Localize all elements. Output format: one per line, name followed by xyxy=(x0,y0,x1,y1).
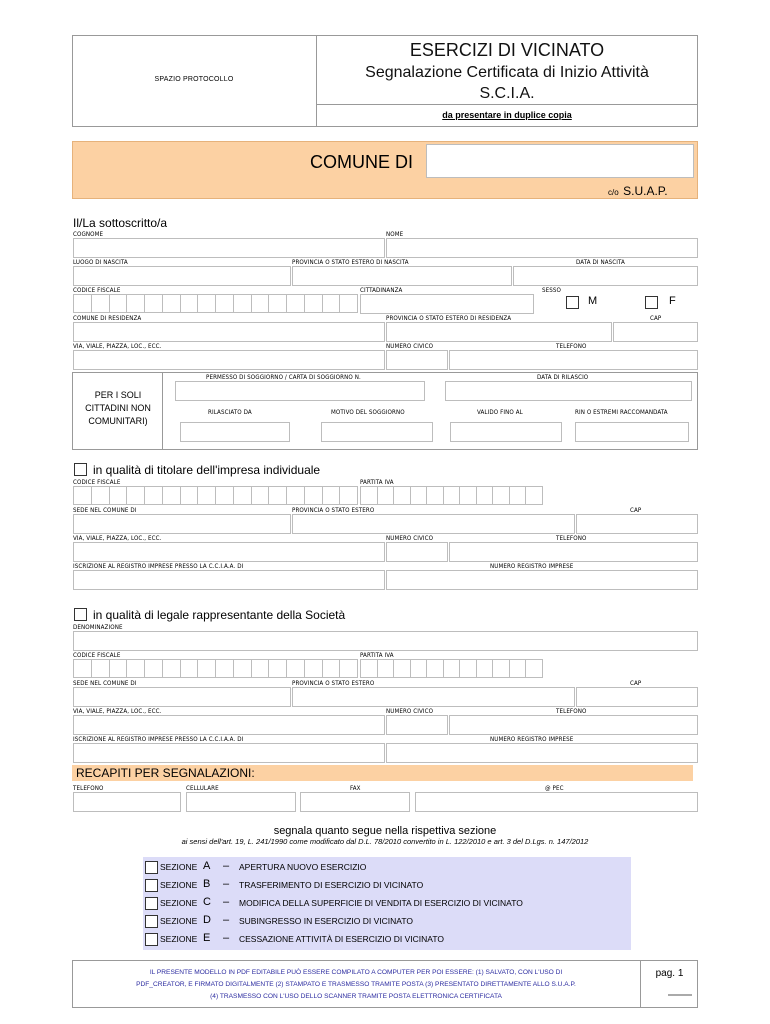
sesso-f-checkbox[interactable] xyxy=(645,296,658,309)
section-e-checkbox[interactable] xyxy=(145,933,158,946)
footer-line-2: PDF_CREATOR, E FIRMATO DIGITALMENTE (2) STAMPATO E TRASMESSO TRAMITE POSTA (3) PRESENTATO DIRETTAMENTE ALLO S.U.A.P. xyxy=(136,981,576,988)
copy-note: da presentare in duplice copia xyxy=(442,110,572,120)
societa-piva-cells[interactable] xyxy=(360,659,543,678)
recapiti-label-cellulare: CELLULARE xyxy=(186,785,219,792)
valido-fino-field[interactable] xyxy=(450,422,562,442)
titolare-registro-field[interactable] xyxy=(386,570,698,590)
protocol-label: SPAZIO PROTOCOLLO xyxy=(154,76,234,83)
societa-label-telefono: TELEFONO xyxy=(556,708,587,715)
societa-registro-field[interactable] xyxy=(386,743,698,763)
societa-cap-field[interactable] xyxy=(576,687,698,707)
section-a-text: APERTURA NUOVO ESERCIZIO xyxy=(239,862,367,872)
label-motivo: MOTIVO DEL SOGGIORNO xyxy=(331,409,405,416)
recapiti-pec-field[interactable] xyxy=(415,792,698,812)
societa-label-registro: NUMERO REGISTRO IMPRESE xyxy=(490,736,574,743)
recapiti-heading: RECAPITI PER SEGNALAZIONI: xyxy=(76,766,255,780)
section-e-letter: E xyxy=(203,932,211,944)
provincia-nascita-field[interactable] xyxy=(292,266,512,286)
section-b-letter: B xyxy=(203,878,211,890)
label-permesso: PERMESSO DI SOGGIORNO / CARTA DI SOGGIORNO N. xyxy=(206,374,361,381)
nome-field[interactable] xyxy=(386,238,698,258)
societa-checkbox[interactable] xyxy=(74,608,87,621)
section-d-checkbox[interactable] xyxy=(145,915,158,928)
societa-telefono-field[interactable] xyxy=(449,715,698,735)
section-b-prefix: SEZIONE xyxy=(160,880,198,890)
recapiti-cellulare-field[interactable] xyxy=(186,792,296,812)
titolare-sede-field[interactable] xyxy=(73,514,291,534)
non-ue-label: PER I SOLI CITTADINI NON COMUNITARI) xyxy=(85,390,151,426)
societa-via-field[interactable] xyxy=(73,715,385,735)
codice-fiscale-cells[interactable] xyxy=(73,294,358,313)
societa-cf-cells[interactable] xyxy=(73,659,358,678)
label-via: VIA, VIALE, PIAZZA, LOC., ECC. xyxy=(73,343,162,350)
section-c-dash: – xyxy=(223,896,230,908)
section-c-checkbox[interactable] xyxy=(145,897,158,910)
label-provincia-residenza: PROVINCIA O STATO ESTERO DI RESIDENZA xyxy=(386,315,512,322)
section-e-dash: – xyxy=(223,932,230,944)
titolare-civico-field[interactable] xyxy=(386,542,448,562)
comune-residenza-field[interactable] xyxy=(73,322,385,342)
comune-label: COMUNE DI xyxy=(310,152,413,172)
section-a-letter: A xyxy=(203,860,211,872)
titolare-telefono-field[interactable] xyxy=(449,542,698,562)
telefono-field[interactable] xyxy=(449,350,698,370)
section-c-letter: C xyxy=(203,896,211,908)
header-divider-h xyxy=(316,104,698,105)
label-cognome: COGNOME xyxy=(73,231,104,238)
titolare-checkbox[interactable] xyxy=(74,463,87,476)
label-comune-residenza: COMUNE DI RESIDENZA xyxy=(73,315,142,322)
section-b-checkbox[interactable] xyxy=(145,879,158,892)
dichiarante-heading: Il/La sottoscritto/a xyxy=(73,216,168,230)
cognome-field[interactable] xyxy=(73,238,385,258)
societa-label-denominazione: DENOMINAZIONE xyxy=(73,624,123,631)
suap-prefix: c/o xyxy=(608,188,619,197)
titolare-cap-field[interactable] xyxy=(576,514,698,534)
form-subtitle: Segnalazione Certificata di Inizio Attività xyxy=(365,64,649,81)
label-rin: RIN O ESTREMI RACCOMANDATA xyxy=(575,409,668,416)
recapiti-fax-field[interactable] xyxy=(300,792,410,812)
societa-label-civico: NUMERO CIVICO xyxy=(386,708,434,715)
sesso-m-checkbox[interactable] xyxy=(566,296,579,309)
label-cap: CAP xyxy=(650,315,662,322)
section-d-prefix: SEZIONE xyxy=(160,916,198,926)
recapiti-telefono-field[interactable] xyxy=(73,792,181,812)
recapiti-label-pec: @ PEC xyxy=(545,785,564,792)
footer-line-3: (4) TRASMESSO CON L'USO DELLO SCANNER TRAMITE POSTA ELETTRONICA CERTIFICATA xyxy=(210,993,502,1000)
label-luogo-nascita: LUOGO DI NASCITA xyxy=(73,259,128,266)
societa-heading: in qualità di legale rappresentante della Società xyxy=(93,608,346,622)
titolare-heading: in qualità di titolare dell'impresa individuale xyxy=(93,463,321,477)
section-b-dash: – xyxy=(223,878,230,890)
label-codice-fiscale: CODICE FISCALE xyxy=(73,287,121,294)
cittadinanza-field[interactable] xyxy=(360,294,534,314)
section-b-text: TRASFERIMENTO DI ESERCIZIO DI VICINATO xyxy=(239,880,424,890)
section-e-prefix: SEZIONE xyxy=(160,934,198,944)
via-field[interactable] xyxy=(73,350,385,370)
titolare-label-civico: NUMERO CIVICO xyxy=(386,535,434,542)
section-e-text: CESSAZIONE ATTIVITÀ DI ESERCIZIO DI VICINATO xyxy=(239,934,444,944)
titolare-label-registro: NUMERO REGISTRO IMPRESE xyxy=(490,563,574,570)
sesso-f-label: F xyxy=(669,295,676,307)
rilasciato-da-field[interactable] xyxy=(180,422,290,442)
recapiti-label-fax: FAX xyxy=(350,785,361,792)
sesso-m-label: M xyxy=(588,295,598,307)
societa-label-sede: SEDE NEL COMUNE DI xyxy=(73,680,137,687)
societa-denominazione-field[interactable] xyxy=(73,631,698,651)
titolare-label-sede: SEDE NEL COMUNE DI xyxy=(73,507,137,514)
societa-label-via: VIA, VIALE, PIAZZA, LOC., ECC. xyxy=(73,708,162,715)
section-d-text: SUBINGRESSO IN ESERCIZIO DI VICINATO xyxy=(239,916,413,926)
titolare-label-provincia: PROVINCIA O STATO ESTERO xyxy=(292,507,375,514)
titolare-cf-cells[interactable] xyxy=(73,486,358,505)
suap-name: S.U.A.P. xyxy=(623,184,668,198)
motivo-field[interactable] xyxy=(321,422,433,442)
data-rilascio-field[interactable] xyxy=(445,381,692,401)
titolare-label-cap: CAP xyxy=(630,507,642,514)
segnala-heading: segnala quanto segue nella rispettiva sezione xyxy=(273,825,497,837)
recapiti-label-telefono: TELEFONO xyxy=(73,785,104,792)
label-rilasciato-da: RILASCIATO DA xyxy=(208,409,252,416)
societa-civico-field[interactable] xyxy=(386,715,448,735)
segnala-legal-ref: ai sensi dell'art. 19, L. 241/1990 come modificato dal D.L. 78/2010 convertito in L. 122/2010 e art. 3 del D.Lgs. n. 147/2012 xyxy=(181,837,589,846)
section-c-prefix: SEZIONE xyxy=(160,898,198,908)
section-c-text: MODIFICA DELLA SUPERFICIE DI VENDITA DI ESERCIZIO DI VICINATO xyxy=(239,898,523,908)
societa-label-cap: CAP xyxy=(630,680,642,687)
label-sesso: SESSO xyxy=(542,287,562,294)
label-data-rilascio: DATA DI RILASCIO xyxy=(537,374,589,381)
data-nascita-field[interactable] xyxy=(513,266,698,286)
section-a-checkbox[interactable] xyxy=(145,861,158,874)
titolare-label-cf: CODICE FISCALE xyxy=(73,479,121,486)
label-numero-civico: NUMERO CIVICO xyxy=(386,343,434,350)
titolare-via-field[interactable] xyxy=(73,542,385,562)
titolare-label-iscrizione: ISCRIZIONE AL REGISTRO IMPRESE PRESSO LA C.C.I.A.A. DI xyxy=(73,563,244,570)
section-d-dash: – xyxy=(223,914,230,926)
label-data-nascita: DATA DI NASCITA xyxy=(576,259,625,266)
luogo-nascita-field[interactable] xyxy=(73,266,291,286)
societa-label-iscrizione: ISCRIZIONE AL REGISTRO IMPRESE PRESSO LA C.C.I.A.A. DI xyxy=(73,736,244,743)
societa-label-cf: CODICE FISCALE xyxy=(73,652,121,659)
societa-sede-field[interactable] xyxy=(73,687,291,707)
label-provincia-nascita: PROVINCIA O STATO ESTERO DI NASCITA xyxy=(292,259,409,266)
titolare-label-piva: PARTITA IVA xyxy=(360,479,394,486)
section-a-prefix: SEZIONE xyxy=(160,862,198,872)
societa-provincia-field[interactable] xyxy=(292,687,575,707)
societa-label-piva: PARTITA IVA xyxy=(360,652,394,659)
provincia-residenza-field[interactable] xyxy=(386,322,612,342)
cap-field[interactable] xyxy=(613,322,698,342)
titolare-provincia-field[interactable] xyxy=(292,514,575,534)
titolare-piva-cells[interactable] xyxy=(360,486,543,505)
numero-civico-field[interactable] xyxy=(386,350,448,370)
titolare-label-telefono: TELEFONO xyxy=(556,535,587,542)
footer-note xyxy=(74,967,638,1003)
footer-tiny-mark xyxy=(668,994,692,996)
form-title: ESERCIZI DI VICINATO xyxy=(409,40,605,60)
form-acronym: S.C.I.A. xyxy=(479,85,535,102)
page-number: pag. 1 xyxy=(655,968,684,979)
label-cittadinanza: CITTADINANZA xyxy=(360,287,403,294)
rin-field[interactable] xyxy=(575,422,689,442)
comune-input[interactable] xyxy=(426,144,694,178)
permesso-field[interactable] xyxy=(175,381,425,401)
footer-line-1: IL PRESENTE MODELLO IN PDF EDITABILE PUÒ ESSERE COMPILATO A COMPUTER PER POI ESSERE: (1) SALVATO, CON L'USO DI xyxy=(149,969,563,976)
societa-iscrizione-field[interactable] xyxy=(73,743,385,763)
section-d-letter: D xyxy=(203,914,211,926)
label-nome: NOME xyxy=(386,231,404,238)
section-a-dash: – xyxy=(223,860,230,872)
label-telefono: TELEFONO xyxy=(556,343,587,350)
suap-label xyxy=(608,182,668,200)
titolare-iscrizione-field[interactable] xyxy=(73,570,385,590)
titolare-label-via: VIA, VIALE, PIAZZA, LOC., ECC. xyxy=(73,535,162,542)
label-valido-fino: VALIDO FINO AL xyxy=(477,409,523,416)
societa-label-provincia: PROVINCIA O STATO ESTERO xyxy=(292,680,375,687)
